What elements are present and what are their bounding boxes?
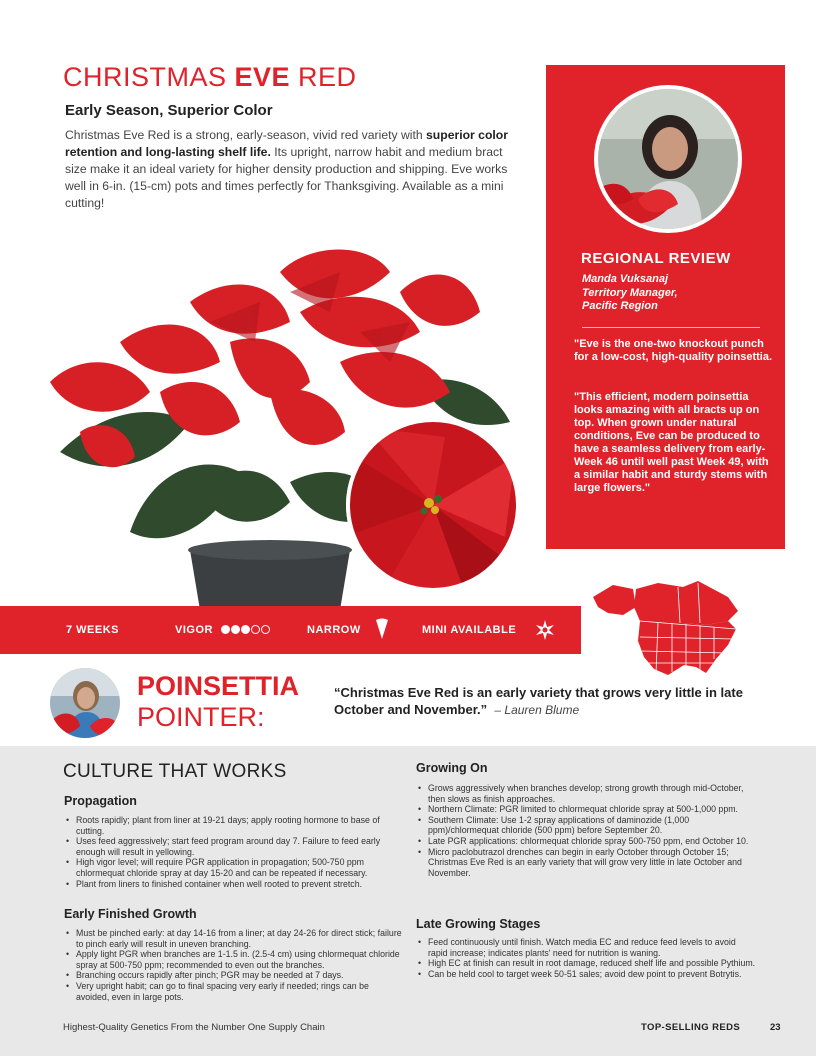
vigor-label: VIGOR (175, 624, 213, 636)
early-finished-list (64, 928, 402, 1002)
intro-paragraph: Christmas Eve Red is a strong, early-season, vivid red variety with superior color retention and long-lasting shelf life. Its upright, narrow habit and medium bract size make it an ideal variety for higher density production and shipping. Eve works well in 6-in. (15-cm) pots and times perfectly for Thanksgiving. Available as a mini cutting! (65, 128, 508, 210)
list-item: • Feed continuously until finish. Watch media EC and reduce feed levels to avoid rapid increase; indicates plants' need for nutrition is waning. (416, 937, 756, 958)
list-item: • Branching occurs rapidly after pinch; PGR may be needed at 7 days. (64, 970, 402, 981)
pointer-title: POINSETTIA POINTER: (137, 671, 300, 732)
vigor-dot-filled (221, 625, 230, 634)
vigor-dot-filled (231, 625, 240, 634)
vigor-dot-filled (241, 625, 250, 634)
vigor-rating (175, 624, 271, 636)
list-item: • Apply light PGR when branches are 1-1.5 in. (2.5-4 cm) using chlormequat chloride spray at 500-750 ppm; recommended to even out the branches. (64, 949, 402, 970)
list-item: • Late PGR applications: chlormequat chloride spray 500-750 ppm, end October 10. (416, 836, 756, 847)
culture-title: CULTURE THAT WORKS (63, 761, 287, 782)
vigor-dot-empty (251, 625, 260, 634)
mini-available-label: MINI AVAILABLE (422, 624, 517, 636)
propagation-list (64, 815, 402, 889)
list-item: • Northern Climate: PGR limited to chlormequat chloride spray at 500-1,000 ppm. (416, 804, 756, 815)
list-item: • Uses feed aggressively; start feed program around day 7. Failure to feed early enough will result in yellowing. (64, 836, 402, 857)
snowflake-icon (533, 618, 557, 642)
pointer-quote: “Christmas Eve Red is an early variety that grows very little in late October and November.” – Lauren Blume (334, 685, 743, 717)
reviewer-avatar (594, 85, 742, 233)
divider (582, 327, 760, 328)
reviewer-role: Territory Manager, (582, 286, 678, 299)
cone-icon (375, 618, 389, 640)
footer-section-label: TOP-SELLING REDS (641, 1022, 741, 1033)
review-quote-1: "Eve is the one-two knockout punch for a low-cost, high-quality poinsettia. (574, 338, 773, 363)
regional-review-panel (546, 65, 785, 549)
list-item: • High EC at finish can result in root damage, reduced shelf life and possible Pythium. (416, 958, 756, 969)
vigor-dots (221, 624, 271, 636)
habit-label: NARROW (307, 624, 361, 636)
vigor-dot-empty (261, 625, 270, 634)
culture-section (0, 746, 816, 1056)
reviewer-name: Manda Vuksanaj (582, 273, 668, 285)
variety-title: CHRISTMAS EVE RED (63, 62, 357, 92)
regional-review-heading: REGIONAL REVIEW (581, 250, 731, 267)
footer-tagline: Highest-Quality Genetics From the Number One Supply Chain (63, 1022, 325, 1033)
early-finished-heading: Early Finished Growth (64, 907, 197, 921)
variety-subtitle: Early Season, Superior Color (65, 102, 273, 119)
list-item: • Must be pinched early: at day 14-16 from a liner; at day 24-26 for direct stick; failure to pinch early will result in uneven branching. (64, 928, 402, 949)
crop-time-label: 7 WEEKS (66, 624, 120, 636)
late-growing-heading: Late Growing Stages (416, 917, 541, 931)
list-item: • Grows aggressively when branches develop; strong growth through mid-October, then slows as finish approaches. (416, 783, 756, 804)
propagation-heading: Propagation (64, 794, 137, 808)
north-america-map-icon (588, 577, 748, 685)
late-growing-list (416, 937, 756, 979)
pointer-author: – Lauren Blume (494, 702, 580, 717)
pointer-author-avatar (50, 668, 120, 738)
list-item: • Southern Climate: Use 1-2 spray applications of daminozide (1,000 ppm)/chlormequat chloride (500 ppm) before September 20. (416, 815, 756, 836)
bract-closeup-image (345, 417, 521, 593)
growing-on-heading: Growing On (416, 761, 488, 775)
review-quote-2: "This efficient, modern poinsettia looks amazing with all bracts up on top. When grown under natural conditions, Eve can be produced to have a seamless delivery from early-Week 46 until well past Week 49, with a similar habit and sturdy stems with large flowers." (574, 391, 769, 494)
list-item: • High vigor level; will require PGR application in propagation; 500-750 ppm chlormequat chloride spray at day 15-20 and can be repeated if necessary. (64, 857, 402, 878)
list-item: • Can be held cool to target week 50-51 sales; avoid dew point to prevent Botrytis. (416, 969, 756, 980)
reviewer-region: Pacific Region (582, 300, 658, 312)
list-item: • Very upright habit; can go to final spacing very early if needed; rings can be avoided, even in large pots. (64, 981, 402, 1002)
page-number: 23 (770, 1022, 781, 1033)
list-item: • Micro paclobutrazol drenches can begin in early October through October 15; Christmas Eve Red is an early variety that will grow very little in late October and November. (416, 847, 756, 879)
growing-on-list (416, 783, 756, 878)
list-item: • Plant from liners to finished container when well rooted to prevent stretch. (64, 879, 402, 890)
spec-banner (0, 606, 581, 654)
list-item: • Roots rapidly; plant from liner at 19-21 days; apply rooting hormone to base of cutting. (64, 815, 402, 836)
reviewer-info (582, 273, 678, 314)
